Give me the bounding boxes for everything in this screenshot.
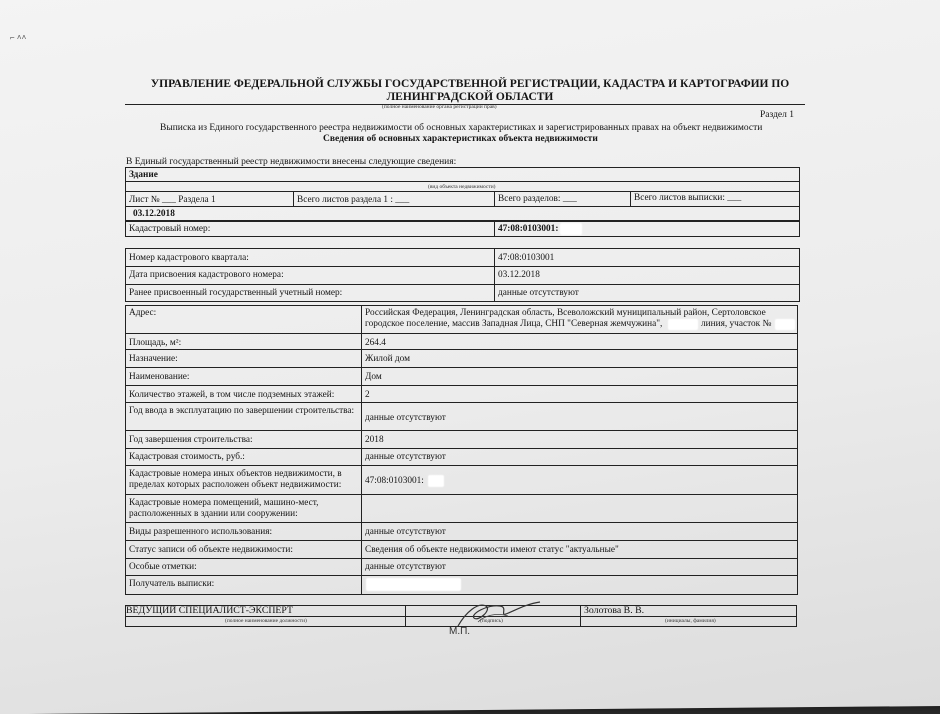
cadastral-cost-value: данные отсутствуют — [365, 452, 446, 462]
divider — [125, 448, 798, 449]
completion-year-value: 2018 — [365, 435, 384, 445]
permitted-use-value: данные отсутствуют — [365, 527, 446, 537]
extract-date: 03.12.2018 — [133, 209, 175, 219]
previous-number-label: Ранее присвоенный государственный учетный номер: — [129, 288, 343, 298]
total-sheets-section: Всего листов раздела 1 : ___ — [297, 195, 410, 205]
signature-scribble — [448, 592, 548, 632]
document-subtitle: Сведения об основных характеристиках объекта недвижимости — [323, 134, 598, 144]
record-status-label: Статус записи об объекте недвижимости: — [129, 545, 293, 555]
stray-mark: ⌐ ˄˄ — [10, 33, 27, 42]
agency-caption: (полное наименование органа регистрации прав) — [382, 104, 497, 110]
special-marks-value: данные отсутствуют — [365, 562, 446, 572]
name-label: Наименование: — [129, 372, 190, 382]
name-caption: (инициалы, фамилия) — [665, 618, 716, 624]
address-line-3: линия, участок № — [701, 319, 772, 329]
divider — [125, 206, 800, 207]
cadastral-cost-label: Кадастровая стоимость, руб.: — [129, 452, 245, 462]
previous-number-value: данные отсутствуют — [498, 288, 579, 298]
divider — [125, 284, 800, 285]
purpose-value: Жилой дом — [365, 354, 410, 364]
name-value: Дом — [365, 372, 382, 382]
document-title: Выписка из Единого государственного реестра недвижимости об основных характеристиках и зарегистрированных правах на объект недвижимости — [160, 123, 763, 133]
total-sheets-extract: Всего листов выписки: ___ — [634, 193, 742, 203]
object-type: Здание — [129, 170, 158, 180]
redaction — [560, 223, 582, 235]
divider — [125, 522, 798, 523]
address-line-2: городское поселение, массив Западная Лица, СНП "Северная жемчужина", — [365, 319, 663, 329]
divider — [125, 191, 800, 192]
divider — [125, 465, 798, 466]
divider — [125, 575, 798, 576]
object-type-caption: (вид объекта недвижимости) — [428, 184, 496, 190]
divider — [125, 349, 798, 350]
parent-objects-value: 47:08:0103001: — [365, 476, 424, 486]
commission-year-label: Год ввода в эксплуатацию по завершении строительства: — [129, 406, 355, 416]
divider — [125, 181, 800, 182]
commission-year-value: данные отсутствуют — [365, 413, 446, 423]
purpose-label: Назначение: — [129, 354, 178, 364]
cadastral-number-row — [125, 221, 800, 237]
divider — [125, 430, 798, 431]
premises-label: Кадастровые номера помещений, машино-мест, расположенных в здании или сооружении: — [129, 498, 319, 519]
cadastral-label: Кадастровый номер: — [129, 224, 211, 234]
redaction — [668, 319, 698, 330]
agency-title: УПРАВЛЕНИЕ ФЕДЕРАЛЬНОЙ СЛУЖБЫ ГОСУДАРСТВЕННОЙ РЕГИСТРАЦИИ, КАДАСТРА И КАРТОГРАФИИ ПО ЛЕНИНГРАДСКОЙ ОБЛАСТИ — [150, 78, 790, 103]
signer-position: ВЕДУЩИЙ СПЕЦИАЛИСТ-ЭКСПЕРТ — [126, 605, 293, 616]
cadastral-value: 47:08:0103001: — [498, 224, 559, 234]
address-line-1: Российская Федерация, Ленинградская область, Всеволожский муниципальный район, Сертоловское — [365, 308, 766, 318]
assignment-date-label: Дата присвоения кадастрового номера: — [129, 270, 284, 280]
sign-caption: (подпись) — [480, 618, 503, 624]
permitted-use-label: Виды разрешенного использования: — [129, 527, 273, 537]
floors-value: 2 — [365, 390, 370, 400]
area-label: Площадь, м²: — [129, 338, 182, 348]
completion-year-label: Год завершения строительства: — [129, 435, 253, 445]
sheet-number: Лист № ___ Раздела 1 — [129, 195, 216, 205]
section-label: Раздел 1 — [760, 110, 794, 120]
address-label: Адрес: — [129, 308, 157, 318]
special-marks-label: Особые отметки: — [129, 562, 197, 572]
quarter-label: Номер кадастрового квартала: — [129, 253, 249, 263]
total-sections: Всего разделов: ___ — [498, 194, 577, 204]
redaction — [428, 475, 444, 487]
signer-name: Золотова В. В. — [584, 605, 645, 616]
divider — [125, 494, 798, 495]
parent-objects-label: Кадастровые номера иных объектов недвижимости, в пределах которых расположен объект недвижимости: — [129, 469, 342, 490]
intro-text: В Единый государственный реестр недвижимости внесены следующие сведения: — [126, 157, 457, 167]
recipient-label: Получатель выписки: — [129, 579, 215, 589]
floors-label: Количество этажей, в том числе подземных этажей: — [129, 390, 335, 400]
divider — [125, 558, 798, 559]
seal-placeholder: М.П. — [449, 626, 471, 637]
divider — [125, 266, 800, 267]
redaction — [366, 578, 461, 591]
divider — [125, 540, 798, 541]
divider — [125, 367, 798, 368]
assignment-date-value: 03.12.2018 — [498, 270, 540, 280]
area-value: 264.4 — [365, 338, 386, 348]
divider — [125, 385, 798, 386]
position-caption: (полное наименование должности) — [225, 618, 307, 624]
divider — [125, 333, 798, 334]
redaction — [775, 319, 795, 330]
record-status-value: Сведения об объекте недвижимости имеют статус "актуальные" — [365, 545, 619, 555]
divider — [125, 402, 798, 403]
quarter-value: 47:08:0103001 — [498, 253, 555, 263]
